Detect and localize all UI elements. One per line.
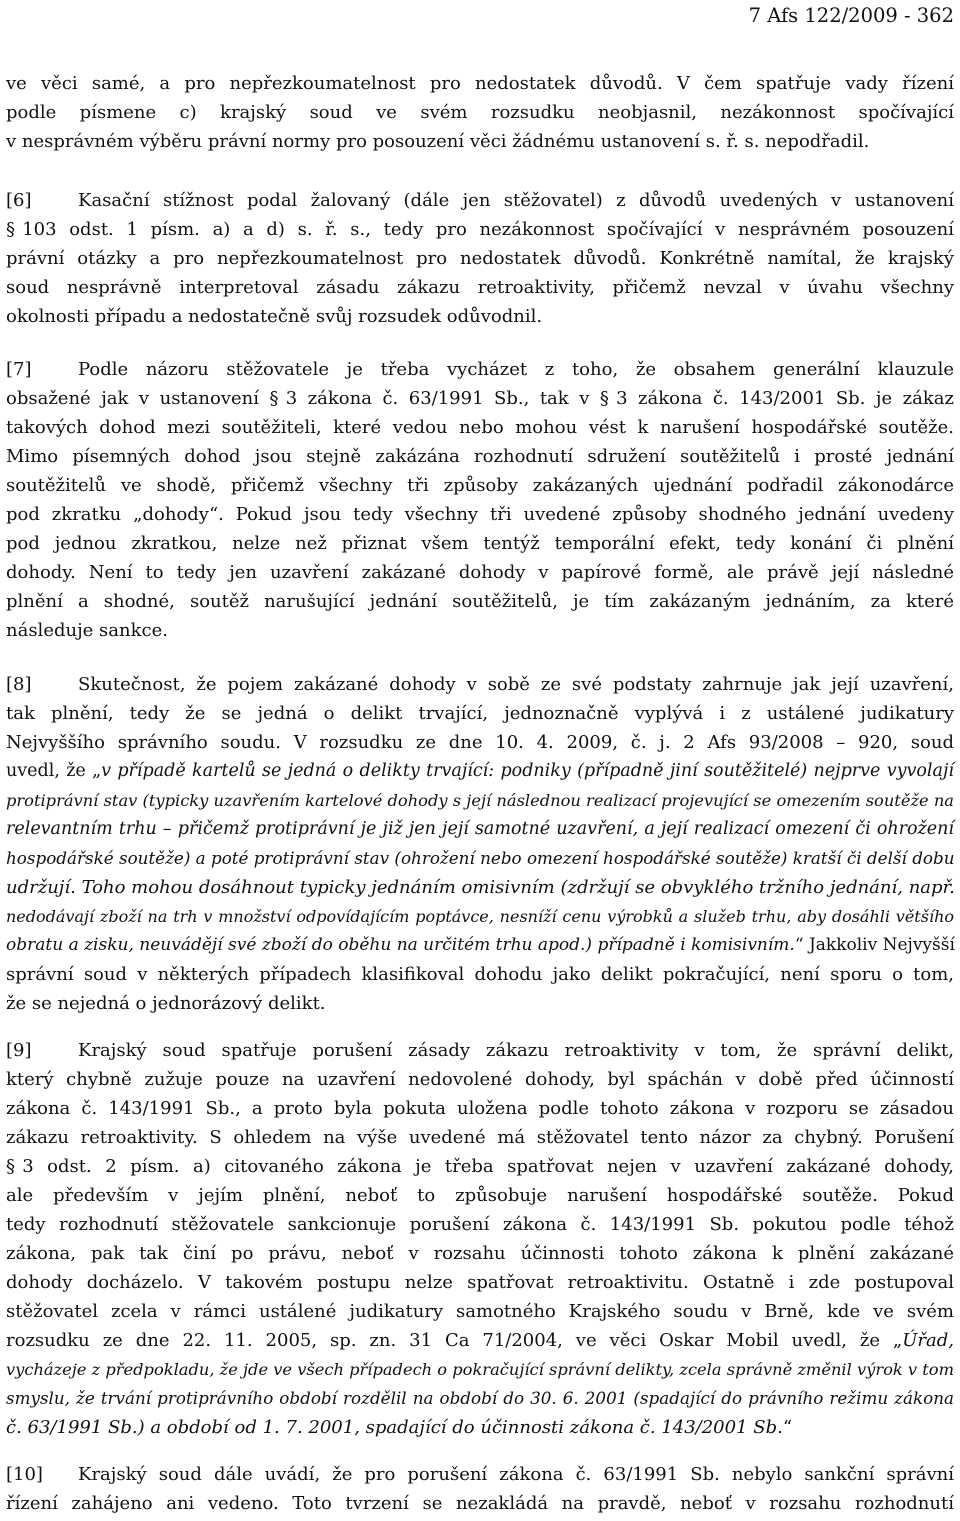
paragraph-number: [9] <box>6 1040 32 1061</box>
text-run: 103 odst. 1 písm. a) a d) s. ř. s., tedy pro nezákonnost spočívající v nesprávném posouzení <box>22 219 954 240</box>
text-line: který chybně zužuje pouze na uzavření nedovolené dohody, byl spáchán v době před účinností <box>6 1069 954 1090</box>
closing-quote: “ <box>782 1417 793 1438</box>
text-line: dohody. Není to tedy jen uzavření zakázané dohody v papírové formě, ale právě její následné <box>6 562 954 583</box>
text-run: “ Jakkoliv Nejvyšší <box>794 935 955 955</box>
section-sign: § <box>269 388 279 409</box>
text-line: pod jednou zkratkou, nelze než přiznat všem tentýž temporální efekt, tedy konání či plnění <box>6 533 954 554</box>
text-line: soutěžitelů ve shodě, přičemž všechny tři způsoby zakázaných ujednání podřadil zákonodárce <box>6 475 954 496</box>
text-line <box>6 1460 954 1489</box>
text-run: obsažené jak v ustanovení <box>6 388 259 409</box>
text-line <box>6 1152 954 1181</box>
text-line: v nesprávném výběru právní normy pro posouzení věci žádnému ustanovení s. ř. s. nepodřadil. <box>6 131 870 152</box>
text-line: ve věci samé, a pro nepřezkoumatelnost pro nedostatek důvodů. V čem spatřuje vady řízení <box>6 73 954 94</box>
text-line: následuje sankce. <box>6 620 168 641</box>
text-line: okolnosti případu a nedostatečně svůj rozsudek odůvodnil. <box>6 306 543 327</box>
paragraph-7 <box>6 355 954 645</box>
text-line: že se nejedná o jednorázový delikt. <box>6 993 326 1014</box>
text-line: ale především v jejím plnění, neboť to způsobuje narušení hospodářské soutěže. Pokud <box>6 1185 954 1206</box>
text-line: soud nesprávně interpretoval zásadu zákazu retroaktivity, přičemž nevzal v úvahu všechny <box>6 277 954 298</box>
text-line <box>6 355 954 384</box>
paragraph-10 <box>6 1460 954 1518</box>
quoted-line: udržují. Toho mohou dosáhnout typicky jednáním omisivním (zdržují se obvyklého tržního jednání, např. <box>6 877 955 898</box>
text-line: pod zkratku „dohody“. Pokud jsou tedy všechny tři uvedené způsoby shodného jednání uvedeny <box>6 504 954 525</box>
text-line: zákazu retroaktivity. S ohledem na výše uvedené má stěžovatel tento názor za chybný. Porušení <box>6 1127 954 1148</box>
text-line: tedy rozhodnutí stěžovatele sankcionuje porušení zákona č. 143/1991 Sb. pokutou podle téhož <box>6 1214 954 1235</box>
text-run: Kasační stížnost podal žalovaný (dále jen stěžovatel) z důvodů uvedených v ustanovení <box>78 190 954 211</box>
text-run: Krajský soud spatřuje porušení zásady zákazu retroaktivity v tom, že správní delikt, <box>78 1040 954 1061</box>
paragraph-6 <box>6 186 954 331</box>
text-line: Nejvyššího správního soudu. V rozsudku ze dne 10. 4. 2009, č. j. 2 Afs 93/2008 – 920, soud <box>6 732 954 753</box>
quoted-line: smyslu, že trvání protiprávního období rozdělil na období do 30. 6. 2001 (spadající do právního režimu zákona <box>6 1388 954 1408</box>
paragraph-number: [8] <box>6 674 32 695</box>
text-run: uvedl, že „ <box>6 761 102 781</box>
text-line: řízení zahájeno ani vedeno. Toto tvrzení se nezakládá na pravdě, neboť v rozsahu rozhodnutí <box>6 1493 954 1514</box>
text-run: 3 zákona č. 143/2001 Sb. je zákaz <box>616 388 954 409</box>
section-sign: § <box>599 388 609 409</box>
text-line: zákona č. 143/1991 Sb., a proto byla pokuta uložena podle tohoto zákona v rozporu se zásadou <box>6 1098 954 1119</box>
quoted-text: obratu a zisku, neuvádějí své zboží do oběhu na určitém trhu apod.) případně i komisivním. <box>6 935 795 955</box>
text-line <box>6 186 954 215</box>
text-line: dohody docházelo. V takovém postupu nelze spatřovat retroaktivitu. Ostatně i zde postupoval <box>6 1272 954 1293</box>
text-line: zákona, pak tak činí po právu, neboť v rozsahu účinnosti tohoto zákona k plnění zakázané <box>6 1243 954 1264</box>
quoted-text: Úřad, <box>902 1330 954 1351</box>
quoted-line: protiprávní stav (typicky uzavřením kartelové dohody s její následnou realizací projevující se omezením soutěže na <box>6 791 954 810</box>
text-run: Podle názoru stěžovatele je třeba vycházet z toho, že obsahem generální klauzule <box>78 359 954 380</box>
text-line: takových dohod mezi soutěžiteli, které vedou nebo mohou vést k narušení hospodářské soutěže. <box>6 417 954 438</box>
text-line: správní soud v některých případech klasifikoval dohodu jako delikt pokračující, není sporu o tom, <box>6 964 954 985</box>
paragraph-number: [10] <box>6 1464 43 1485</box>
text-line <box>6 384 954 413</box>
text-line: tak plnění, tedy že se jedná o delikt trvající, jednoznačně vyplývá i z ustálené judikatury <box>6 703 954 724</box>
text-line <box>6 757 954 786</box>
text-line: stěžovatel zcela v rámci ustálené judikatury samotného Krajského soudu v Brně, kde ve svém <box>6 1301 954 1322</box>
quoted-line: hospodářské soutěže) a poté protiprávní stav (ohrožení nebo omezení hospodářské soutěže) kratší či delší dobu <box>6 848 955 868</box>
paragraph-8 <box>6 670 954 1018</box>
quoted-line: nedodávají zboží na trh v množství odpovídajícím poptávce, nesníží cenu výrobků a služeb trhu, aby dosáhli většího <box>6 907 954 926</box>
text-line <box>6 1036 954 1065</box>
paragraph-number: [7] <box>6 359 32 380</box>
paragraph-number: [6] <box>6 190 32 211</box>
text-line <box>6 1326 954 1355</box>
section-sign: § <box>6 1156 15 1177</box>
text-line <box>6 670 954 699</box>
text-line: plnění a shodné, soutěž narušující jednání soutěžitelů, je tím zakázaným jednáním, za které <box>6 591 954 612</box>
paragraph-continuation <box>6 69 954 156</box>
case-reference: 7 Afs 122/2009 - 362 <box>748 4 954 27</box>
paragraph-9 <box>6 1036 954 1442</box>
text-line: podle písmene c) krajský soud ve svém rozsudku neobjasnil, nezákonnost spočívající <box>6 102 954 123</box>
text-run: 3 zákona č. 63/1991 Sb., tak v <box>285 388 590 409</box>
text-run: rozsudku ze dne 22. 11. 2005, sp. zn. 31 Ca 71/2004, ve věci Oskar Mobil uvedl, že „ <box>6 1330 903 1351</box>
text-line <box>6 931 954 960</box>
quoted-line: vycházeje z předpokladu, že jde ve všech případech o pokračující správní delikty, zcela správně změnil výrok v tom <box>6 1360 954 1379</box>
quoted-text: č. 63/1991 Sb.) a období od 1. 7. 2001, spadající do účinnosti zákona č. 143/2001 Sb. <box>6 1417 783 1438</box>
text-run: Skutečnost, že pojem zakázané dohody v sobě ze své podstaty zahrnuje jak její uzavření, <box>78 674 954 695</box>
text-line <box>6 1413 954 1442</box>
text-line <box>6 215 954 244</box>
quoted-line: relevantním trhu – přičemž protiprávní je již jen její samotné uzavření, a její realizací omezení či ohrožení <box>6 819 954 839</box>
text-line: Mimo písemných dohod jsou stejně zakázána rozhodnutí sdružení soutěžitelů i prosté jednání <box>6 446 954 467</box>
quoted-text: v případě kartelů se jedná o delikty trvající: podniky (případně jiní soutěžitelé) nejprve vyvolají <box>101 761 954 781</box>
section-sign: § <box>6 219 15 240</box>
text-run: 3 odst. 2 písm. a) citovaného zákona je třeba spatřovat nejen v uzavření zakázané dohody, <box>22 1156 954 1177</box>
text-line: právní otázky a pro nepřezkoumatelnost pro nedostatek důvodů. Konkrétně namítal, že krajský <box>6 248 954 269</box>
text-run: Krajský soud dále uvádí, že pro porušení zákona č. 63/1991 Sb. nebylo sankční správní <box>78 1464 954 1485</box>
